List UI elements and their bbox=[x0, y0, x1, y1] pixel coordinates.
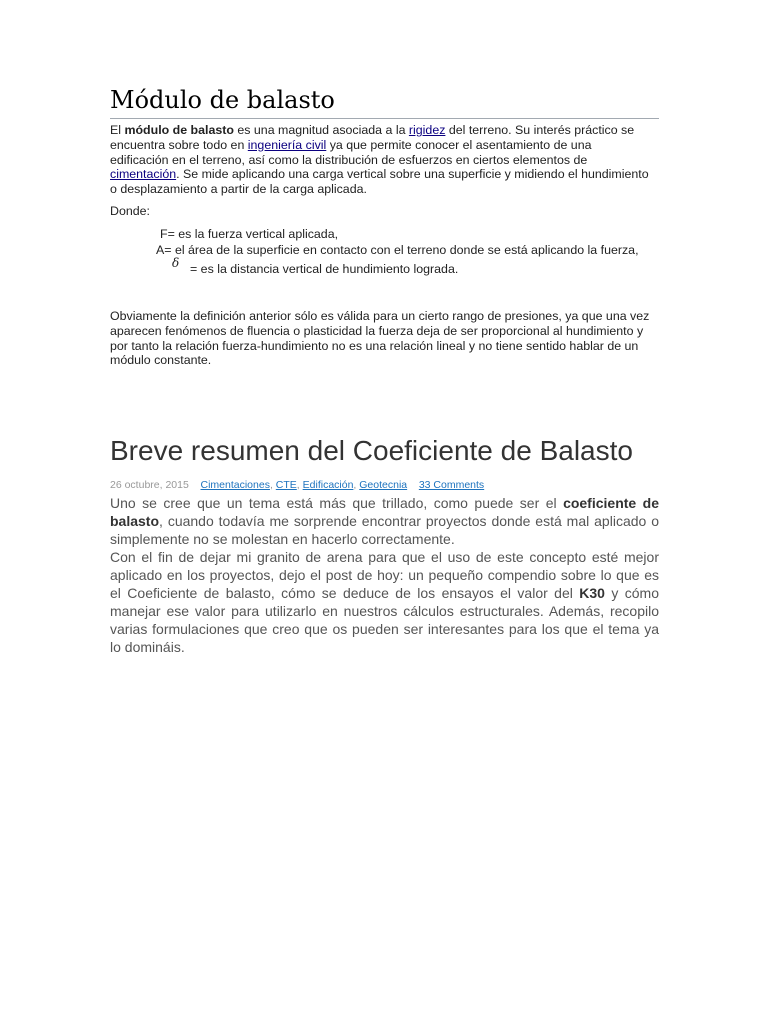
intro-text-4: ya que permite conocer el asentamiento de una edificación en el terreno, así como la distribución de esfuerzos en ciertos elementos de bbox=[110, 137, 592, 167]
intro-text-5: . Se mide aplicando una carga vertical sobre una superficie y midiendo el hundimiento o desplazamiento a partir de la carga aplicada. bbox=[110, 167, 649, 197]
donde-label: Donde: bbox=[110, 204, 150, 218]
definition-f-text: F= es la fuerza vertical aplicada, bbox=[160, 227, 339, 241]
link-cimentacion[interactable]: cimentación bbox=[110, 167, 177, 182]
blog-paragraph-2 bbox=[110, 548, 659, 656]
blog-paragraph-1 bbox=[110, 494, 659, 548]
blog-p1-text-2: , cuando todavía me sorprende encontrar proyectos donde está mal aplicado o simplemente no se molestan en hacerlo correctamente. bbox=[110, 513, 659, 547]
blog-p2-text-1: Con el fin de dejar mi granito de arena para que el uso de este concepto esté mejor aplicado en los proyectos, dejo el post de hoy: un pequeño compendio sobre lo que es el Coeficiente de balasto, cómo se deduce de los ensayos el valor del bbox=[110, 549, 659, 601]
category-link-cimentaciones[interactable]: Cimentaciones bbox=[200, 479, 270, 491]
definition-list bbox=[156, 227, 656, 276]
definition-delta-text: = es la distancia vertical de hundimiento lograda. bbox=[190, 261, 459, 276]
wiki-title: Módulo de balasto bbox=[110, 84, 659, 119]
blog-p1-bold-term: coeficiente de balasto bbox=[110, 495, 659, 529]
definition-f bbox=[156, 227, 656, 242]
blog-post-body bbox=[110, 494, 659, 656]
wiki-intro-paragraph bbox=[110, 123, 650, 197]
intro-text-1: El bbox=[110, 123, 125, 137]
blog-p1-text-1: Uno se cree que un tema está más que trillado, como puede ser el bbox=[110, 495, 564, 511]
category-link-edificacion[interactable]: Edificación bbox=[302, 479, 354, 491]
category-link-cte[interactable]: CTE bbox=[275, 479, 297, 491]
blog-p2-text-2: y cómo manejar ese valor para utilizarlo en nuestros cálculos estructurales. Además, recopilo varias formulaciones que creo que os pueden ser interesantes para los que el tema ya lo domináis. bbox=[110, 585, 659, 655]
definition-a bbox=[156, 243, 656, 258]
link-ingenieria-civil[interactable]: ingeniería civil bbox=[247, 137, 327, 152]
blog-p2-bold-k30: K30 bbox=[579, 585, 605, 601]
link-rigidez[interactable]: rigidez bbox=[408, 123, 446, 137]
definition-delta bbox=[156, 255, 656, 276]
category-link-geotecnia[interactable]: Geotecnia bbox=[359, 479, 408, 491]
intro-text-2: es una magnitud asociada a la bbox=[233, 123, 409, 137]
definition-a-text: A= el área de la superficie en contacto con el terreno donde se está aplicando la fuerza, bbox=[156, 242, 639, 257]
blog-post-title[interactable]: Breve resumen del Coeficiente de Balasto bbox=[110, 435, 633, 466]
post-meta: 26 octubre, 2015 Cimentaciones, CTE, Edificación, Geotecnia 33 Comments bbox=[110, 479, 485, 491]
wiki-second-paragraph: Obviamente la definición anterior sólo es válida para un cierto rango de presiones, ya que una vez aparecen fenómenos de fluencia o plasticidad la fuerza deja de ser proporcional al hundimiento y por tanto la relación fuerza-hundimiento no es una relación lineal y no tiene sentido hablar de un módulo constante. bbox=[110, 309, 650, 368]
post-date: 26 octubre, 2015 bbox=[110, 479, 189, 491]
comments-link[interactable]: 33 Comments bbox=[418, 479, 485, 491]
intro-bold-term: módulo de balasto bbox=[124, 123, 234, 137]
intro-text-3: del terreno. Su interés práctico se encuentra sobre todo en bbox=[110, 123, 635, 152]
delta-symbol: δ bbox=[172, 255, 180, 270]
